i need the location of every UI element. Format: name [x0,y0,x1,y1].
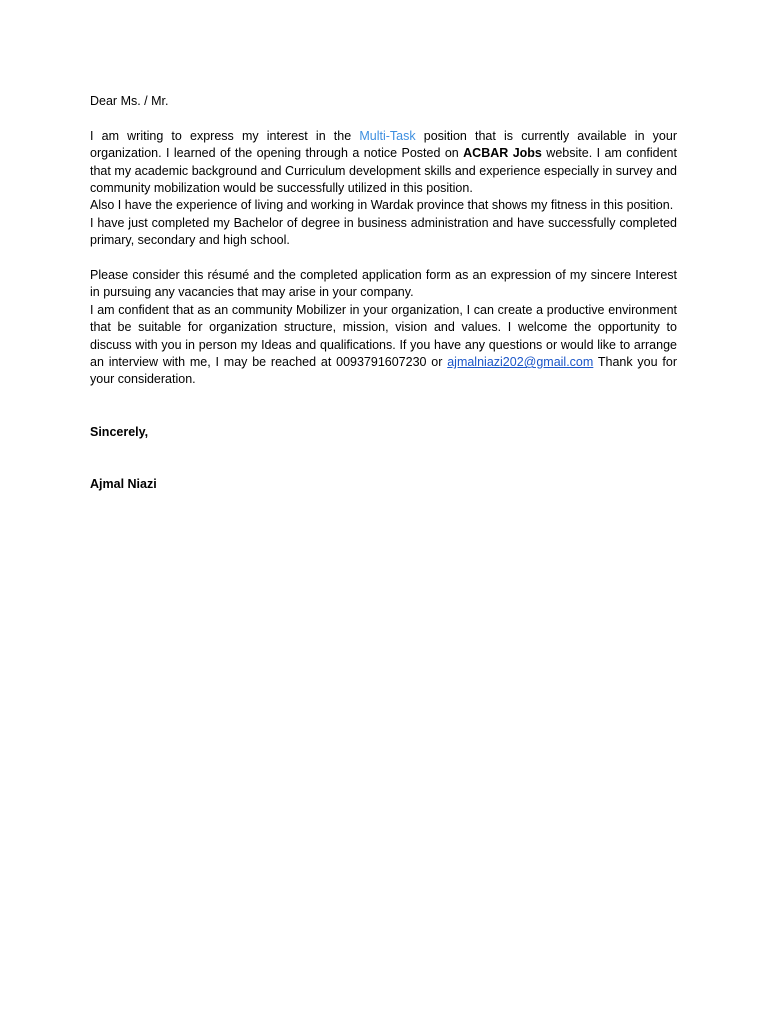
spacer [90,250,677,267]
paragraph-interest-text-a: I am writing to express my interest in the [90,128,360,143]
signature-name: Ajmal Niazi [90,476,157,491]
paragraph-experience: Also I have the experience of living and working in Wardak province that shows my fitness in this position. [90,198,674,213]
spacer [90,441,677,476]
position-name: Multi-Task [359,128,416,143]
spacer [90,389,677,424]
spacer [90,110,677,127]
paragraph-contact-text-a: I am confident that as an community Mobilizer in your organization, I can create a productive environment that be suitable for organization structure, mission, vision and values. I welcome the opportunity to discuss with you in person my Ideas and qualifications. If you have any questions or would like to arrange an interview with me, I may be reached at 0093791607230 or [90,302,677,370]
salutation: Dear Ms. / Mr. [90,94,169,108]
job-source: ACBAR Jobs [463,146,542,161]
paragraph-contact-text-b: Thank you for your consideration. [90,355,677,387]
email-link[interactable]: ajmalniazi202@gmail.com [447,355,594,370]
closing: Sincerely, [90,424,149,439]
paragraph-interest-text-c: website. I am confident that my academic background and Curriculum development skills and experience especially in survey and community mobilization would be successfully utilized in this position. [90,146,677,196]
cover-letter [90,93,677,493]
paragraph-contact [90,302,677,389]
paragraph-interest [90,128,677,198]
paragraph-interest-text-b: position that is currently available in your organization. I learned of the opening through a notice Posted on [90,128,677,161]
paragraph-education: I have just completed my Bachelor of degree in business administration and have successfully completed primary, secondary and high school. [90,215,677,248]
paragraph-consideration: Please consider this résumé and the completed application form as an expression of my sincere Interest in pursuing any vacancies that may arise in your company. [90,268,677,300]
